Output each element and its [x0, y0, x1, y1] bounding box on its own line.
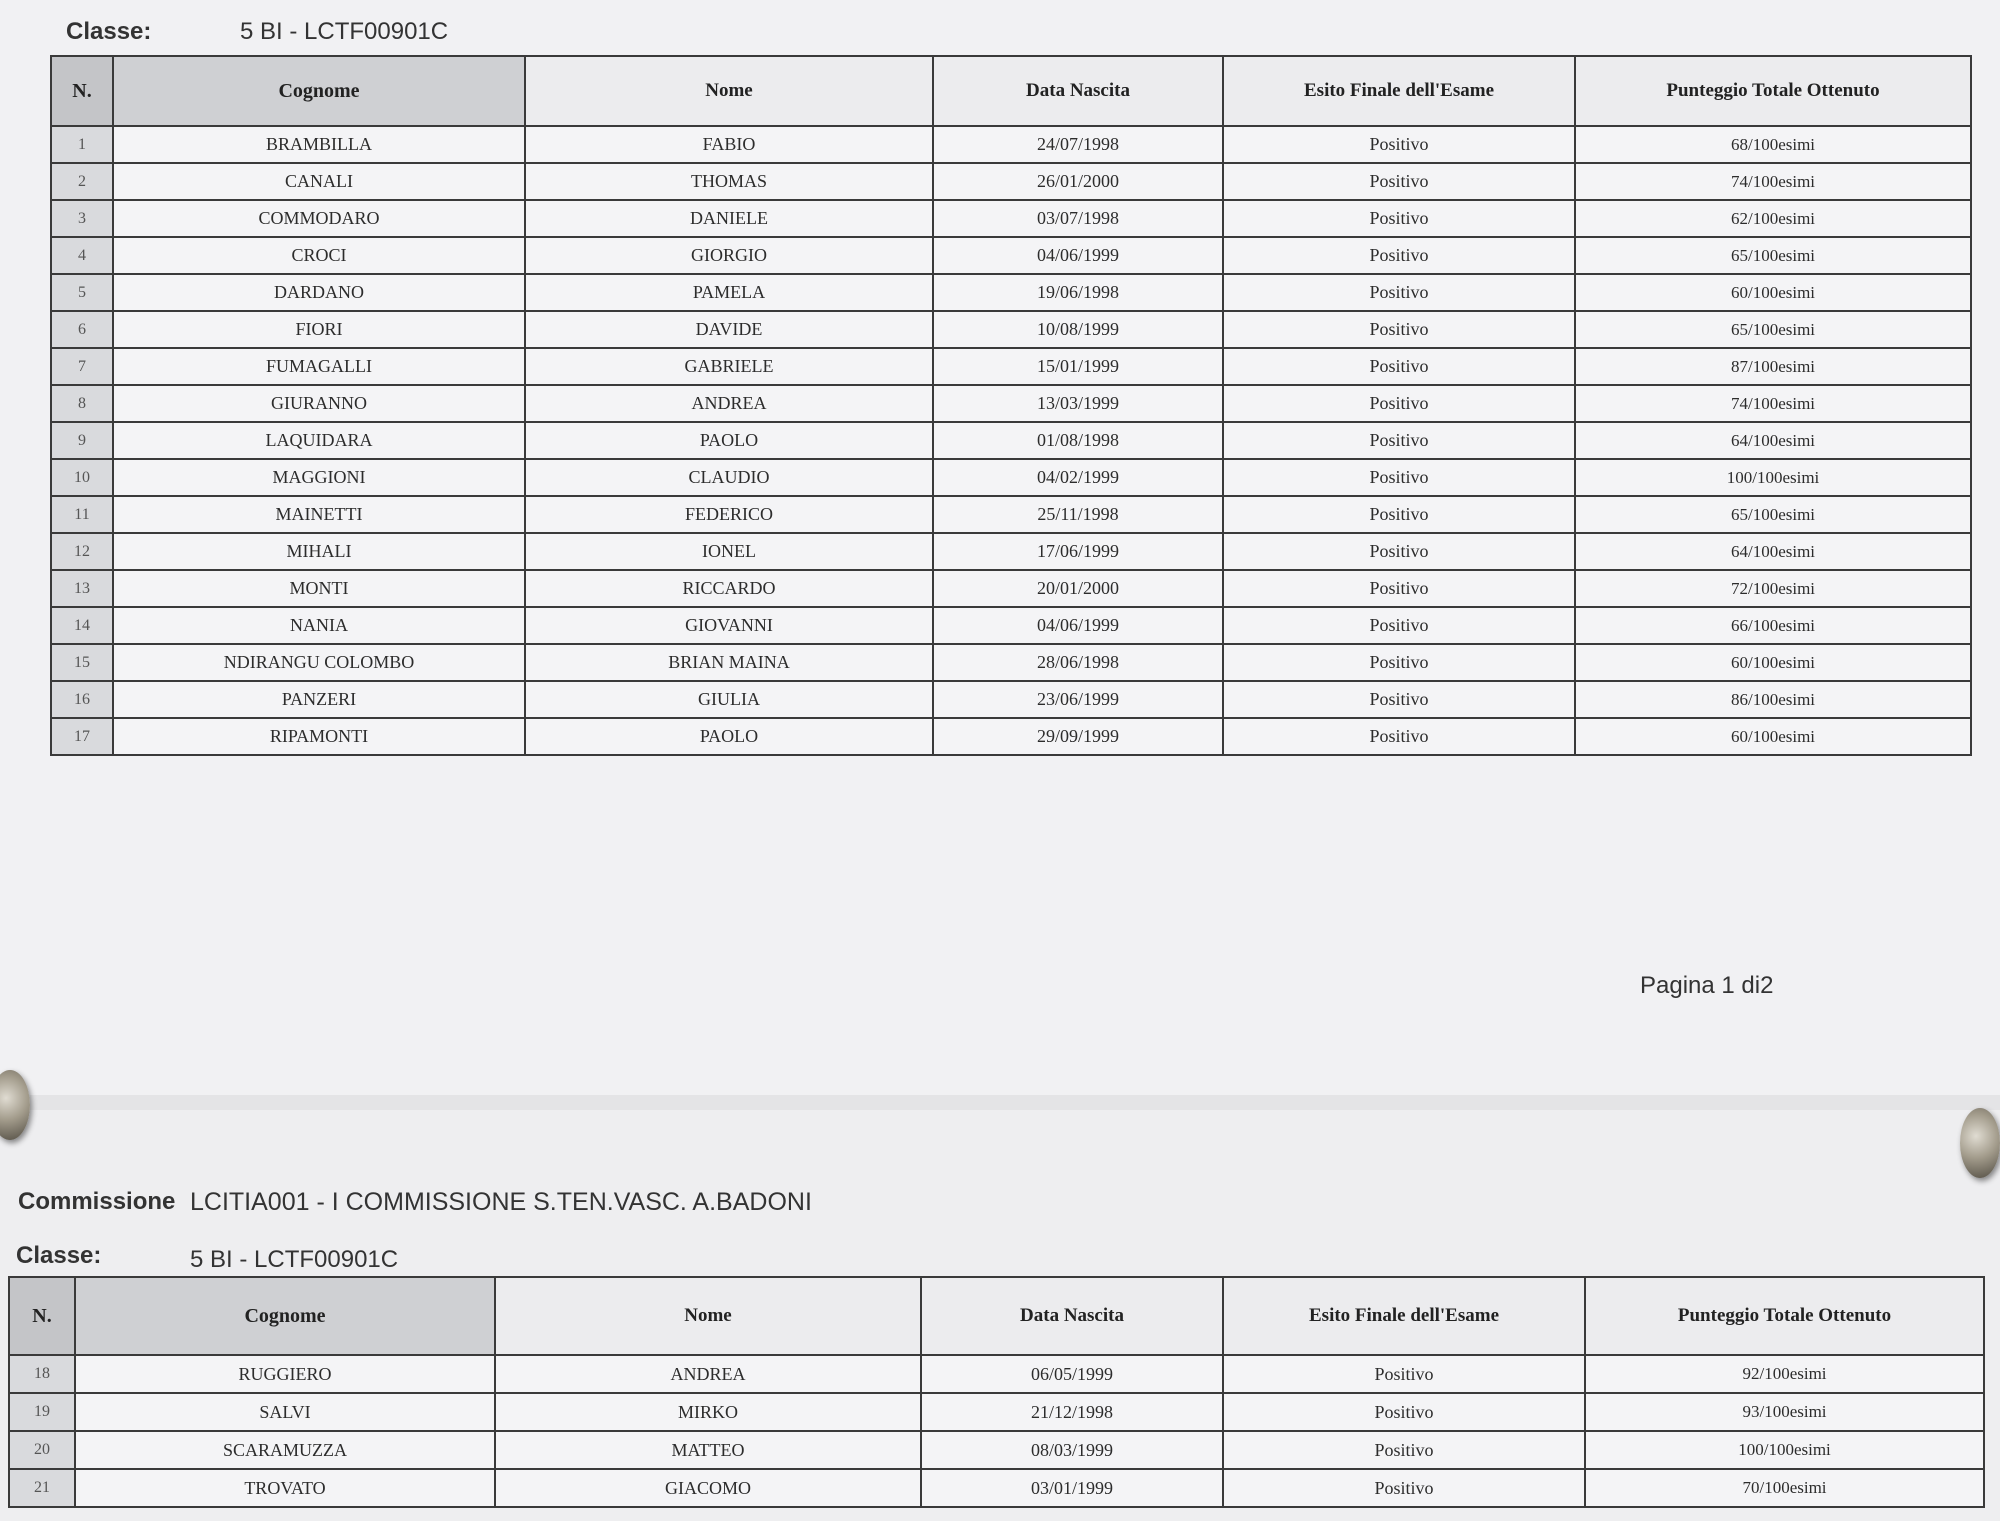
cell-esito: Positivo: [1223, 533, 1575, 570]
class-value: 5 BI - LCTF00901C: [240, 18, 449, 45]
cell-number: 3: [51, 200, 113, 237]
cell-nome: GIACOMO: [495, 1469, 921, 1507]
table-row: [51, 163, 1971, 200]
cell-number: 2: [51, 163, 113, 200]
cell-number: 15: [51, 644, 113, 681]
cell-cognome: CROCI: [113, 237, 525, 274]
cell-cognome: RIPAMONTI: [113, 718, 525, 755]
cell-number: 19: [9, 1393, 75, 1431]
cell-data-nascita: 23/06/1999: [933, 681, 1223, 718]
cell-data-nascita: 25/11/1998: [933, 496, 1223, 533]
cell-cognome: CANALI: [113, 163, 525, 200]
cell-cognome: GIURANNO: [113, 385, 525, 422]
cell-cognome: NDIRANGU COLOMBO: [113, 644, 525, 681]
table-row: [51, 607, 1971, 644]
cell-esito: Positivo: [1223, 274, 1575, 311]
cell-cognome: DARDANO: [113, 274, 525, 311]
cell-cognome: SALVI: [75, 1393, 495, 1431]
cell-punteggio: 100/100esimi: [1585, 1431, 1984, 1469]
column-header-number: N.: [51, 56, 113, 126]
cell-punteggio: 93/100esimi: [1585, 1393, 1984, 1431]
table-row: [51, 644, 1971, 681]
cell-punteggio: 60/100esimi: [1575, 274, 1971, 311]
table-row: [9, 1355, 1984, 1393]
cell-number: 5: [51, 274, 113, 311]
cell-esito: Positivo: [1223, 644, 1575, 681]
cell-esito: Positivo: [1223, 718, 1575, 755]
table-row: [9, 1469, 1984, 1507]
cell-punteggio: 60/100esimi: [1575, 718, 1971, 755]
cell-number: 21: [9, 1469, 75, 1507]
cell-data-nascita: 13/03/1999: [933, 385, 1223, 422]
cell-number: 18: [9, 1355, 75, 1393]
cell-esito: Positivo: [1223, 607, 1575, 644]
cell-esito: Positivo: [1223, 1431, 1585, 1469]
cell-cognome: BRAMBILLA: [113, 126, 525, 163]
cell-number: 10: [51, 459, 113, 496]
cell-nome: PAOLO: [525, 422, 933, 459]
cell-data-nascita: 04/02/1999: [933, 459, 1223, 496]
cell-data-nascita: 01/08/1998: [933, 422, 1223, 459]
cell-data-nascita: 03/07/1998: [933, 200, 1223, 237]
cell-punteggio: 86/100esimi: [1575, 681, 1971, 718]
column-header-esito: Esito Finale dell'Esame: [1223, 56, 1575, 126]
cell-data-nascita: 19/06/1998: [933, 274, 1223, 311]
cell-esito: Positivo: [1223, 1355, 1585, 1393]
cell-number: 4: [51, 237, 113, 274]
cell-esito: Positivo: [1223, 570, 1575, 607]
cell-cognome: FIORI: [113, 311, 525, 348]
cell-esito: Positivo: [1223, 163, 1575, 200]
cell-cognome: MIHALI: [113, 533, 525, 570]
cell-cognome: NANIA: [113, 607, 525, 644]
column-header-punteggio: Punteggio Totale Ottenuto: [1585, 1277, 1984, 1355]
cell-cognome: LAQUIDARA: [113, 422, 525, 459]
cell-data-nascita: 26/01/2000: [933, 163, 1223, 200]
cell-nome: ANDREA: [495, 1355, 921, 1393]
table-row: [51, 200, 1971, 237]
cell-nome: THOMAS: [525, 163, 933, 200]
cell-data-nascita: 24/07/1998: [933, 126, 1223, 163]
cell-nome: DAVIDE: [525, 311, 933, 348]
column-header-esito: Esito Finale dell'Esame: [1223, 1277, 1585, 1355]
cell-data-nascita: 21/12/1998: [921, 1393, 1223, 1431]
cell-number: 17: [51, 718, 113, 755]
cell-number: 6: [51, 311, 113, 348]
cell-punteggio: 65/100esimi: [1575, 237, 1971, 274]
cell-nome: PAMELA: [525, 274, 933, 311]
commissione-value: LCITIA001 - I COMMISSIONE S.TEN.VASC. A.BADONI: [190, 1188, 812, 1216]
cell-nome: ANDREA: [525, 385, 933, 422]
cell-esito: Positivo: [1223, 1469, 1585, 1507]
cell-number: 9: [51, 422, 113, 459]
cell-cognome: RUGGIERO: [75, 1355, 495, 1393]
cell-punteggio: 66/100esimi: [1575, 607, 1971, 644]
cell-data-nascita: 10/08/1999: [933, 311, 1223, 348]
cell-esito: Positivo: [1223, 385, 1575, 422]
cell-esito: Positivo: [1223, 237, 1575, 274]
cell-number: 14: [51, 607, 113, 644]
table-row: [51, 570, 1971, 607]
cell-esito: Positivo: [1223, 681, 1575, 718]
cell-punteggio: 65/100esimi: [1575, 311, 1971, 348]
cell-number: 16: [51, 681, 113, 718]
table-row: [51, 718, 1971, 755]
table-row: [51, 348, 1971, 385]
page-number: Pagina 1 di2: [1640, 972, 1774, 999]
pushpin-icon: [1960, 1108, 2000, 1178]
cell-nome: GIORGIO: [525, 237, 933, 274]
cell-number: 11: [51, 496, 113, 533]
cell-nome: MATTEO: [495, 1431, 921, 1469]
table-row: [51, 422, 1971, 459]
cell-number: 1: [51, 126, 113, 163]
table-row: [51, 274, 1971, 311]
column-header-data-nascita: Data Nascita: [933, 56, 1223, 126]
cell-cognome: COMMODARO: [113, 200, 525, 237]
table-row: [51, 533, 1971, 570]
column-header-punteggio: Punteggio Totale Ottenuto: [1575, 56, 1971, 126]
cell-data-nascita: 04/06/1999: [933, 237, 1223, 274]
table-header-row: [51, 56, 1971, 126]
cell-punteggio: 92/100esimi: [1585, 1355, 1984, 1393]
table-row: [51, 311, 1971, 348]
cell-data-nascita: 15/01/1999: [933, 348, 1223, 385]
results-table-page-1: [50, 55, 1972, 756]
cell-cognome: MAGGIONI: [113, 459, 525, 496]
cell-esito: Positivo: [1223, 459, 1575, 496]
cell-punteggio: 72/100esimi: [1575, 570, 1971, 607]
cell-esito: Positivo: [1223, 496, 1575, 533]
class-label: Classe:: [16, 1242, 102, 1269]
table-row: [51, 459, 1971, 496]
cell-punteggio: 74/100esimi: [1575, 385, 1971, 422]
cell-punteggio: 87/100esimi: [1575, 348, 1971, 385]
cell-data-nascita: 29/09/1999: [933, 718, 1223, 755]
cell-data-nascita: 20/01/2000: [933, 570, 1223, 607]
cell-data-nascita: 28/06/1998: [933, 644, 1223, 681]
cell-nome: RICCARDO: [525, 570, 933, 607]
cell-number: 13: [51, 570, 113, 607]
commissione-label: Commissione: [18, 1188, 176, 1215]
cell-nome: GIULIA: [525, 681, 933, 718]
cell-esito: Positivo: [1223, 422, 1575, 459]
cell-punteggio: 64/100esimi: [1575, 533, 1971, 570]
cell-data-nascita: 04/06/1999: [933, 607, 1223, 644]
column-header-nome: Nome: [525, 56, 933, 126]
cell-cognome: TROVATO: [75, 1469, 495, 1507]
cell-data-nascita: 08/03/1999: [921, 1431, 1223, 1469]
cell-cognome: MAINETTI: [113, 496, 525, 533]
cell-nome: IONEL: [525, 533, 933, 570]
cell-data-nascita: 03/01/1999: [921, 1469, 1223, 1507]
class-label: Classe:: [66, 18, 152, 45]
cell-esito: Positivo: [1223, 348, 1575, 385]
table-row: [51, 496, 1971, 533]
cell-nome: GABRIELE: [525, 348, 933, 385]
cell-punteggio: 65/100esimi: [1575, 496, 1971, 533]
table-row: [51, 126, 1971, 163]
cell-number: 20: [9, 1431, 75, 1469]
cell-cognome: FUMAGALLI: [113, 348, 525, 385]
column-header-data-nascita: Data Nascita: [921, 1277, 1223, 1355]
cell-number: 7: [51, 348, 113, 385]
cell-punteggio: 62/100esimi: [1575, 200, 1971, 237]
table-body-page-2: [9, 1355, 1984, 1507]
table-row: [51, 385, 1971, 422]
cell-nome: CLAUDIO: [525, 459, 933, 496]
cell-esito: Positivo: [1223, 126, 1575, 163]
cell-number: 12: [51, 533, 113, 570]
column-header-nome: Nome: [495, 1277, 921, 1355]
cell-data-nascita: 06/05/1999: [921, 1355, 1223, 1393]
results-table-page-2: [8, 1276, 1985, 1508]
cell-nome: FABIO: [525, 126, 933, 163]
cell-nome: BRIAN MAINA: [525, 644, 933, 681]
cell-cognome: SCARAMUZZA: [75, 1431, 495, 1469]
table-row: [51, 681, 1971, 718]
cell-nome: DANIELE: [525, 200, 933, 237]
cell-esito: Positivo: [1223, 311, 1575, 348]
cell-nome: GIOVANNI: [525, 607, 933, 644]
cell-number: 8: [51, 385, 113, 422]
cell-nome: PAOLO: [525, 718, 933, 755]
class-value: 5 BI - LCTF00901C: [190, 1246, 399, 1273]
cell-cognome: PANZERI: [113, 681, 525, 718]
table-row: [9, 1393, 1984, 1431]
cell-punteggio: 64/100esimi: [1575, 422, 1971, 459]
column-header-cognome: Cognome: [75, 1277, 495, 1355]
column-header-cognome: Cognome: [113, 56, 525, 126]
cell-punteggio: 74/100esimi: [1575, 163, 1971, 200]
cell-nome: MIRKO: [495, 1393, 921, 1431]
cell-data-nascita: 17/06/1999: [933, 533, 1223, 570]
column-header-number: N.: [9, 1277, 75, 1355]
table-row: [9, 1431, 1984, 1469]
table-header-row: [9, 1277, 1984, 1355]
cell-punteggio: 100/100esimi: [1575, 459, 1971, 496]
cell-punteggio: 60/100esimi: [1575, 644, 1971, 681]
cell-punteggio: 68/100esimi: [1575, 126, 1971, 163]
cell-nome: FEDERICO: [525, 496, 933, 533]
table-body-page-1: [51, 126, 1971, 755]
cell-esito: Positivo: [1223, 1393, 1585, 1431]
table-row: [51, 237, 1971, 274]
cell-punteggio: 70/100esimi: [1585, 1469, 1984, 1507]
cell-cognome: MONTI: [113, 570, 525, 607]
cell-esito: Positivo: [1223, 200, 1575, 237]
